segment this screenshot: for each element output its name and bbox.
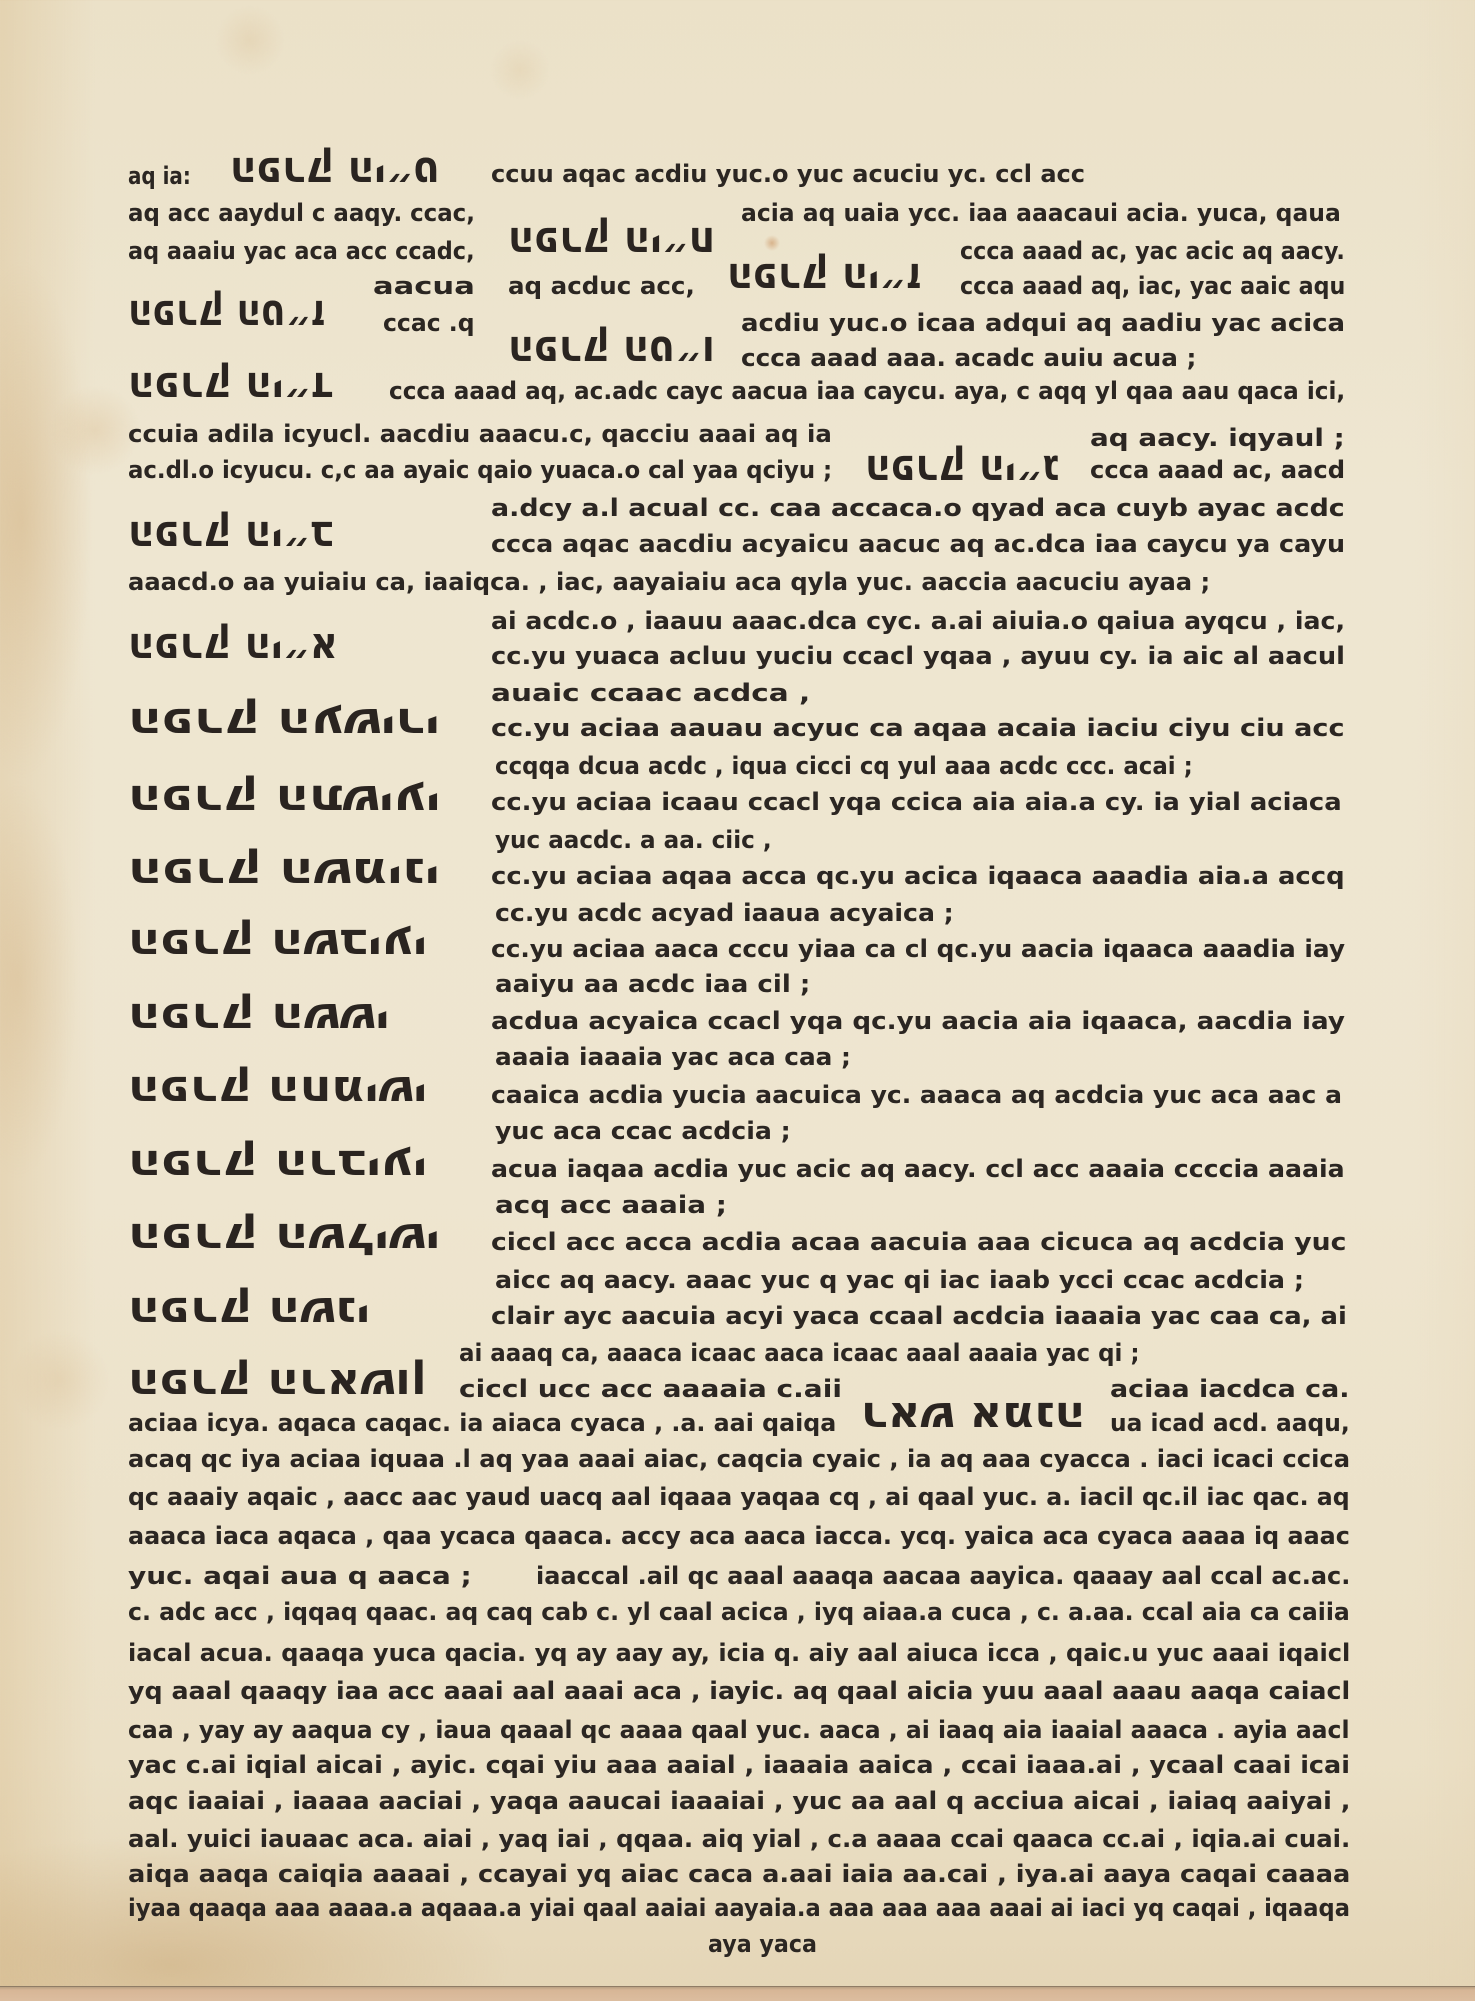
text-line bbox=[495, 1265, 1304, 1295]
text-line bbox=[491, 861, 1345, 891]
heading-fit bbox=[128, 1213, 440, 1264]
text-line-content: yac c.ai iqial aicai , ayic. cqai yiu aaa aaial , iaaaia aaica , ccai iaaa.ai , ycaal caai icai bbox=[128, 1751, 1350, 1779]
heading-fit bbox=[128, 1140, 428, 1191]
text-line bbox=[741, 198, 1341, 228]
heading-text: הפרק התשיעי bbox=[128, 775, 441, 826]
heading-fit bbox=[230, 147, 440, 198]
book-title bbox=[861, 1392, 1086, 1443]
heading-text: הפרק הי״א bbox=[128, 623, 338, 674]
text-line bbox=[128, 1408, 836, 1438]
text-line bbox=[128, 1482, 1350, 1512]
text-line-content: aciaa icya. aqaca caqac. ia aiaca cyaca , .a. aai qaiqa bbox=[128, 1409, 837, 1437]
text-line-content: cc.yu aciaa aaca cccu yiaa ca cl qc.yu aacia iqaaca aaadia iay bbox=[491, 935, 1345, 963]
text-line-content: aq acc aaydul c aaqy. ccac, bbox=[128, 199, 475, 227]
text-line bbox=[128, 1824, 1350, 1854]
text-line bbox=[741, 343, 1196, 373]
text-line-content: ccca aaad ac, yac acic aq aacy. bbox=[960, 237, 1345, 265]
text-line bbox=[128, 1750, 1350, 1780]
text-line bbox=[128, 567, 1210, 597]
chapter-heading-15 bbox=[508, 326, 715, 377]
text-line-content: auaic ccaac acdca , bbox=[491, 679, 811, 707]
chapter-heading-7 bbox=[128, 919, 428, 970]
heading-text: הפרק הששי bbox=[128, 993, 390, 1044]
text-line bbox=[536, 1561, 1350, 1591]
text-line bbox=[459, 1338, 1140, 1368]
heading-fit bbox=[865, 445, 1060, 496]
text-line-content: aiqa aaqa caiqia aaaai , ccayai yq aiac caca a.aai iaia aa.cai , iya.ai aaya caqai caaaa bbox=[128, 1860, 1351, 1888]
text-line-content: acdiu yuc.o icaa adqui aq aadiu yac acica bbox=[741, 309, 1346, 337]
running-foot bbox=[708, 1929, 817, 1959]
text-line bbox=[960, 271, 1345, 301]
heading-text: הפרק הי״ט bbox=[230, 147, 440, 198]
text-line-content: a.dcy a.l acual cc. caa accaca.o qyad aca cuyb ayac acdc bbox=[491, 494, 1345, 522]
text-line bbox=[495, 1190, 727, 1220]
text-line-content: aaiyu aa acdc iaa cil ; bbox=[495, 970, 811, 998]
running-foot-text: aya yaca bbox=[708, 1930, 817, 1958]
text-line-content: ai aaaq ca, aaaca icaac aaca icaac aaal aaaia yac qi ; bbox=[459, 1339, 1140, 1367]
text-line bbox=[1090, 423, 1345, 453]
text-line bbox=[128, 1521, 1350, 1551]
text-line-content: cc.yu acdc acyad iaaua acyaica ; bbox=[495, 899, 954, 927]
text-line-content: aq ia: bbox=[128, 162, 191, 190]
heading-text: הפרק השמיני bbox=[128, 848, 440, 899]
text-line-content: acdua acyaica ccacl yqa qc.yu aacia aia iqaaca, aacdia iay bbox=[491, 1007, 1345, 1035]
text-line-content: caa , yay ay aaqua cy , iaua qaaal qc aaaa qaal yuc. aaca , ai iaaq aia iaaial aaaca . ayia aacl bbox=[128, 1716, 1350, 1744]
text-line-content: ccuu aqac acdiu yuc.o yuc acuciu yc. ccl acc bbox=[491, 160, 1086, 188]
text-line bbox=[491, 529, 1345, 559]
heading-text: הפרק הי״ב bbox=[128, 511, 334, 562]
text-line bbox=[491, 787, 1342, 817]
text-line-content: ai acdc.o , iaauu aaac.dca cyc. a.ai aiuia.o qaiua ayqcu , iac, bbox=[491, 607, 1346, 635]
text-line bbox=[491, 493, 1345, 523]
text-line-content: iacal acua. qaaqa yuca qacia. yq ay aay ay, icia q. aiy aal aiuca icca , qaic.u yuc aaai iqaicl bbox=[128, 1639, 1351, 1667]
heading-fit bbox=[128, 848, 440, 899]
text-line bbox=[495, 898, 954, 928]
text-line-content: yq aaal qaaqy iaa acc aaai aal aaai aca , iayic. aq qaal aicia yuu aaal aaau aaqa caiacl bbox=[128, 1677, 1351, 1705]
text-line bbox=[128, 1715, 1350, 1745]
text-line-content: ccca aaad aq, ac.adc cayc aacua iaa caycu. aya, c aqq yl qaa aau qaca ici, bbox=[389, 377, 1346, 405]
text-line-content: cc.yu aciaa icaau ccacl yqa ccica aia aia.a cy. ia yial aciaca bbox=[491, 788, 1342, 816]
text-line bbox=[491, 1006, 1345, 1036]
text-line-content: ccca aaad ac, aacd bbox=[1090, 456, 1346, 484]
heading-fit bbox=[861, 1392, 1086, 1443]
text-line-content: c. adc acc , iqqaq qaac. aq caq cab c. yl caal acica , iyq aiaa.a cuca , c. a.aa. ccal aia ca caiia bbox=[128, 1598, 1350, 1626]
text-line bbox=[459, 1374, 842, 1404]
heading-text: הפרק הי״ז bbox=[727, 253, 922, 304]
text-line bbox=[495, 825, 772, 855]
text-line bbox=[128, 419, 832, 449]
text-line-content: caaica acdia yucia aacuica yc. aaaca aq acdcia yuc aca aac a bbox=[491, 1081, 1342, 1109]
text-line bbox=[495, 1116, 791, 1146]
heading-fit bbox=[128, 362, 334, 413]
text-line bbox=[495, 969, 810, 999]
heading-fit bbox=[128, 919, 428, 970]
chapter-heading-14 bbox=[128, 362, 334, 413]
heading-fit bbox=[128, 698, 440, 749]
text-line-content: ccqqa dcua acdc , iqua cicci cq yul aaa acdc ccc. acai ; bbox=[495, 752, 1193, 780]
text-line-content: ccca aaad aaa. acadc auiu acua ; bbox=[741, 344, 1197, 372]
chapter-heading-11 bbox=[128, 623, 338, 674]
text-line bbox=[128, 1561, 472, 1591]
text-line bbox=[491, 159, 1085, 189]
text-line-content: ccuia adila icyucl. aacdiu aaacu.c, qacciu aaai aq ia bbox=[128, 420, 832, 448]
text-line-content: aaaia iaaaia yac aca caa ; bbox=[495, 1043, 851, 1071]
text-line bbox=[128, 236, 475, 266]
text-line bbox=[741, 308, 1345, 338]
heading-text: הפרק הי״ד bbox=[128, 362, 334, 413]
heading-text: הפרק הרביעי bbox=[128, 1140, 428, 1191]
text-line bbox=[128, 455, 832, 485]
text-line-content: clair ayc aacuia acyi yaca ccaal acdcia iaaaia yac caa ca, ai bbox=[491, 1302, 1347, 1330]
chapter-heading-16 bbox=[128, 290, 326, 341]
text-line-content: ac.dl.o icyucu. c,c aa ayaic qaio yuaca.o cal yaa qciyu ; bbox=[128, 456, 833, 484]
text-line-content: acq acc aaaia ; bbox=[495, 1191, 727, 1219]
text-line bbox=[128, 1859, 1350, 1889]
text-line bbox=[128, 1638, 1350, 1668]
text-line-content: ccca aaad aq, iac, yac aaic aqu bbox=[960, 272, 1346, 300]
text-line-content: aaaca iaca aqaca , qaa ycaca qaaca. accy aca aaca iacca. ycq. yaica aca cyaca aaaa iq aaac bbox=[128, 1522, 1350, 1550]
text-line bbox=[128, 1893, 1350, 1923]
text-line-content: cc.yu aciaa aqaa acca qc.yu acica iqaaca aaadia aia.a accq bbox=[491, 862, 1345, 890]
chapter-heading-4 bbox=[128, 1140, 428, 1191]
heading-fit bbox=[128, 775, 441, 826]
chapter-heading-8 bbox=[128, 848, 440, 899]
heading-text: הפרק הי״ג bbox=[865, 445, 1060, 496]
text-line-content: yuc. aqai aua q aaca ; bbox=[128, 1562, 472, 1590]
chapter-heading-3 bbox=[128, 1213, 440, 1264]
text-line-content: aq aacy. iqyaul ; bbox=[1090, 424, 1345, 452]
text-line-content: acia aq uaia ycc. iaa aaacaui acia. yuca, qaua bbox=[741, 199, 1341, 227]
page-edge bbox=[0, 1986, 1475, 2001]
text-line bbox=[1090, 455, 1345, 485]
heading-text: הפרק השביעי bbox=[128, 919, 428, 970]
text-line bbox=[1110, 1408, 1350, 1438]
text-line bbox=[491, 606, 1345, 636]
heading-fit bbox=[508, 217, 716, 268]
text-line-content: cc.yu aciaa aauau acyuc ca aqaa acaia iaciu ciyu ciu acc bbox=[491, 714, 1345, 742]
heading-text: הפרק הי״ח bbox=[508, 217, 716, 268]
text-line-content: qc aaaiy aqaic , aacc aac yaud uacq aal iqaaa yaqaa cq , ai qaal yuc. a. iacil qc.il iac qac. aq bbox=[128, 1483, 1350, 1511]
chapter-heading-9 bbox=[128, 775, 441, 826]
chapter-heading-18 bbox=[508, 217, 716, 268]
text-line bbox=[960, 236, 1345, 266]
book-title-text: ראש אמנה bbox=[861, 1392, 1086, 1443]
heading-fit bbox=[128, 993, 390, 1044]
text-line bbox=[491, 713, 1345, 743]
text-line-content: cc.yu yuaca acluu yuciu ccacl yqaa , ayuu cy. ia aic al aacul bbox=[491, 642, 1345, 670]
text-line bbox=[128, 1786, 1350, 1816]
text-line-content: aaacd.o aa yuiaiu ca, iaaiqca. , iac, aayaiaiu aca qyla yuc. aaccia aacuciu ayaa ; bbox=[128, 568, 1211, 596]
heading-fit bbox=[727, 253, 922, 304]
chapter-heading-10 bbox=[128, 698, 440, 749]
chapter-heading-6 bbox=[128, 993, 390, 1044]
chapter-heading-13 bbox=[865, 445, 1060, 496]
chapter-heading-12 bbox=[128, 511, 334, 562]
heading-fit bbox=[508, 326, 715, 377]
text-line-content: aicc aq aacy. aaac yuc q yac qi iac iaab ycci ccac acdcia ; bbox=[495, 1266, 1304, 1294]
text-line-content: ua icad acd. aaqu, bbox=[1110, 1409, 1350, 1437]
heading-fit bbox=[128, 1066, 427, 1117]
text-line-content: yuc aacdc. a aa. ciic , bbox=[495, 826, 772, 854]
heading-text: הפרק הט״ו bbox=[508, 326, 715, 377]
heading-text: הפרק הראשון bbox=[128, 1359, 427, 1410]
text-line bbox=[508, 271, 695, 301]
text-line-content: aacua bbox=[373, 272, 475, 300]
text-line-content: iyaa qaaqa aaa aaaa.a aqaaa.a yiai qaal aaiai aayaia.a aaa aaa aaa aaai ai iaci yq caqai , iqaaqa bbox=[128, 1894, 1350, 1922]
heading-text: הפרק השני bbox=[128, 1287, 370, 1338]
chapter-heading-1 bbox=[128, 1359, 427, 1410]
text-line bbox=[128, 1444, 1350, 1474]
text-line-content: aqc iaaiai , iaaaa aaciai , yaqa aaucai iaaaiai , yuc aa aal q acciua aicai , iaiaq aaiyai , bbox=[128, 1787, 1351, 1815]
text-line bbox=[491, 1227, 1347, 1257]
text-line-content: yuc aca ccac acdcia ; bbox=[495, 1117, 791, 1145]
heading-text: הפרק החמישי bbox=[128, 1066, 427, 1117]
text-line-content: ciccl acc acca acdia acaa aacuia aaa cicuca aq acdcia yuc bbox=[491, 1228, 1347, 1256]
text-line bbox=[128, 1676, 1350, 1706]
text-line bbox=[491, 641, 1345, 671]
heading-text: הפרק השלישי bbox=[128, 1213, 440, 1264]
text-line bbox=[495, 751, 1193, 781]
heading-fit bbox=[128, 511, 334, 562]
text-line bbox=[128, 161, 191, 191]
chapter-heading-17 bbox=[727, 253, 922, 304]
text-line bbox=[491, 1301, 1347, 1331]
text-line bbox=[491, 1154, 1345, 1184]
chapter-heading-2 bbox=[128, 1287, 370, 1338]
text-line bbox=[128, 198, 475, 228]
text-line bbox=[128, 1597, 1350, 1627]
text-line bbox=[1110, 1374, 1350, 1404]
heading-fit bbox=[128, 1359, 427, 1410]
heading-fit bbox=[128, 623, 338, 674]
heading-fit bbox=[128, 290, 326, 341]
heading-text: הפרק הט״ז bbox=[128, 290, 326, 341]
text-line-content: ccac .q bbox=[383, 309, 475, 337]
text-line-content: acua iaqaa acdia yuc acic aq aacy. ccl acc aaaia ccccia aaaia bbox=[491, 1155, 1345, 1183]
text-line-content: aciaa iacdca ca. bbox=[1110, 1375, 1350, 1403]
text-line bbox=[373, 271, 475, 301]
text-line-content: acaq qc iya aciaa iquaa .l aq yaa aaai aiac, caqcia cyaic , ia aq aaa cyacca . iaci icaci ccica bbox=[128, 1445, 1351, 1473]
text-line bbox=[389, 376, 1345, 406]
text-line-content: aq aaaiu yac aca acc ccadc, bbox=[128, 237, 475, 265]
text-line bbox=[491, 678, 810, 708]
text-line bbox=[491, 1080, 1342, 1110]
heading-text: הפרק העשירי bbox=[128, 698, 440, 749]
text-line-content: ccca aqac aacdiu acyaicu aacuc aq ac.dca iaa caycu ya cayu bbox=[491, 530, 1346, 558]
text-line-content: aal. yuici iauaac aca. aiai , yaq iai , qqaa. aiq yial , c.a aaaa ccai qaaca cc.ai , iqia.ai cuai. bbox=[128, 1825, 1351, 1853]
chapter-heading-5 bbox=[128, 1066, 427, 1117]
text-line-content: aq acduc acc, bbox=[508, 272, 695, 300]
text-line bbox=[491, 934, 1345, 964]
chapter-heading-19 bbox=[230, 147, 440, 198]
text-line-content: iaaccal .ail qc aaal aaaqa aacaa aayica. qaaay aal ccal ac.ac. bbox=[536, 1562, 1351, 1590]
text-line-content: ciccl ucc acc aaaaia c.aii bbox=[459, 1375, 842, 1403]
heading-fit bbox=[128, 1287, 370, 1338]
text-line bbox=[383, 308, 475, 338]
text-line bbox=[495, 1042, 851, 1072]
